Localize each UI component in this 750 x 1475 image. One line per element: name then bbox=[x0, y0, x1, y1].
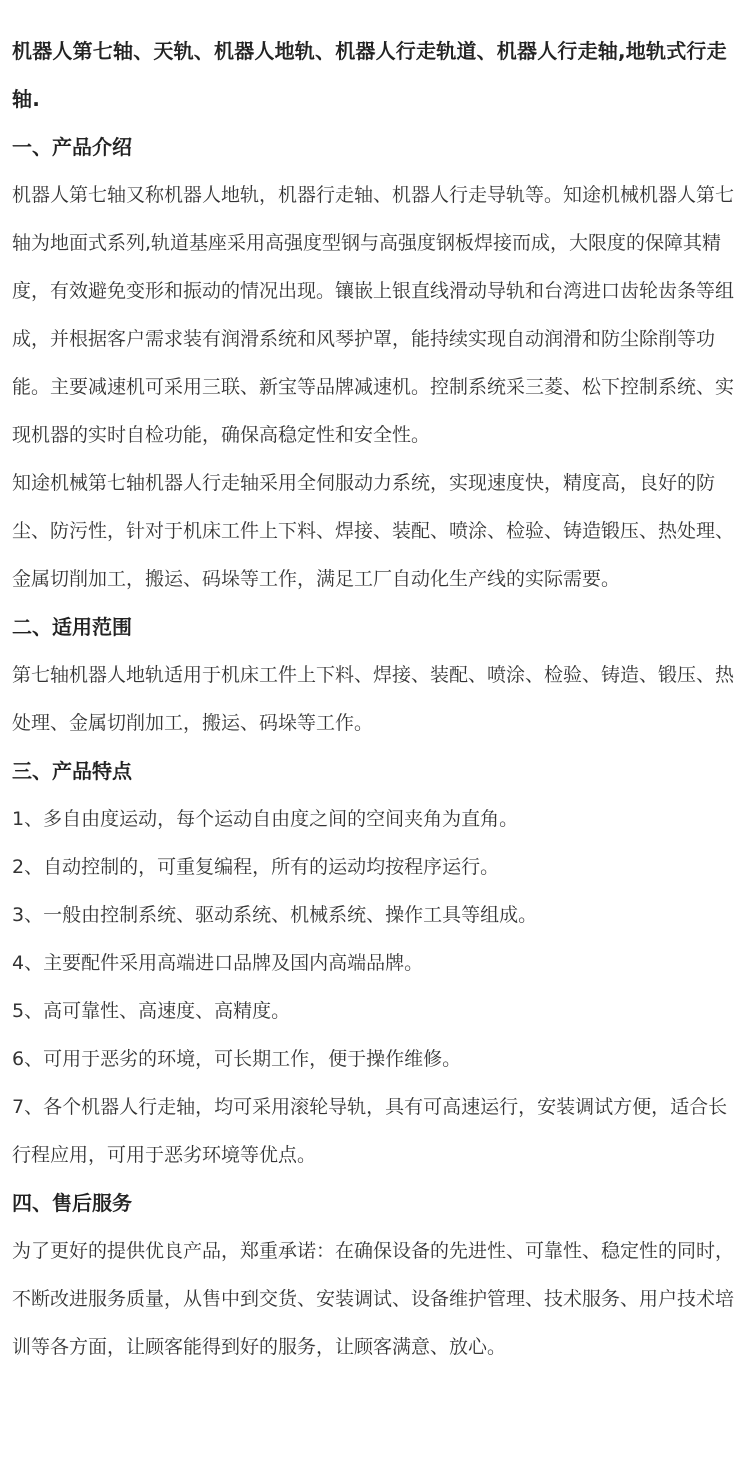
feature-item: 6、可用于恶劣的环境，可长期工作，便于操作维修。 bbox=[12, 1048, 462, 1070]
section-heading-applications: 二、适用范围 bbox=[12, 615, 132, 639]
section-features bbox=[12, 747, 738, 1179]
section-after-sales bbox=[12, 1179, 738, 1371]
after-sales-paragraph: 为了更好的提供优良产品，郑重承诺：在确保设备的先进性、可靠性、稳定性的同时，不断改进服务质量，从售中到交货、安装调试、设备维护管理、技术服务、用户技术培训等各方面，让顾客能得到好的服务，让顾客满意、放心。 bbox=[12, 1240, 735, 1358]
section-applications bbox=[12, 603, 738, 747]
section-heading-features: 三、产品特点 bbox=[12, 759, 132, 783]
feature-item: 1、多自由度运动，每个运动自由度之间的空间夹角为直角。 bbox=[12, 808, 519, 830]
feature-item: 2、自动控制的，可重复编程，所有的运动均按程序运行。 bbox=[12, 856, 500, 878]
feature-item: 4、主要配件采用高端进口品牌及国内高端品牌。 bbox=[12, 952, 424, 974]
intro-paragraph-2: 知途机械第七轴机器人行走轴采用全伺服动力系统，实现速度快，精度高，良好的防尘、防污性，针对于机床工件上下料、焊接、装配、喷涂、检验、铸造锻压、热处理、金属切削加工，搬运、码垛等工作，满足工厂自动化生产线的实际需要。 bbox=[12, 472, 735, 590]
applications-paragraph: 第七轴机器人地轨适用于机床工件上下料、焊接、装配、喷涂、检验、铸造、锻压、热处理、金属切削加工，搬运、码垛等工作。 bbox=[12, 664, 735, 734]
feature-item: 3、一般由控制系统、驱动系统、机械系统、操作工具等组成。 bbox=[12, 904, 538, 926]
section-heading-introduction: 一、产品介绍 bbox=[12, 135, 132, 159]
feature-item: 5、高可靠性、高速度、高精度。 bbox=[12, 1000, 291, 1022]
intro-paragraph-1: 机器人第七轴又称机器人地轨，机器行走轴、机器人行走导轨等。知途机械机器人第七轴为地面式系列,轨道基座采用高强度型钢与高强度钢板焊接而成，大限度的保障其精度，有效避免变形和振动的情况出现。镶嵌上银直线滑动导轨和台湾进口齿轮齿条等组成，并根据客户需求装有润滑系统和风琴护罩，能持续实现自动润滑和防尘除削等功能。主要减速机可采用三联、新宝等品牌减速机。控制系统采三菱、松下控制系统、实现机器的实时自检功能，确保高稳定性和安全性。 bbox=[12, 184, 735, 446]
section-heading-after-sales: 四、售后服务 bbox=[12, 1191, 132, 1215]
feature-item: 7、各个机器人行走轴，均可采用滚轮导轨，具有可高速运行，安装调试方便，适合长行程应用，可用于恶劣环境等优点。 bbox=[12, 1096, 728, 1166]
page-title: 机器人第七轴、天轨、机器人地轨、机器人行走轨道、机器人行走轴,地轨式行走轴. bbox=[12, 39, 727, 111]
section-introduction bbox=[12, 123, 738, 603]
